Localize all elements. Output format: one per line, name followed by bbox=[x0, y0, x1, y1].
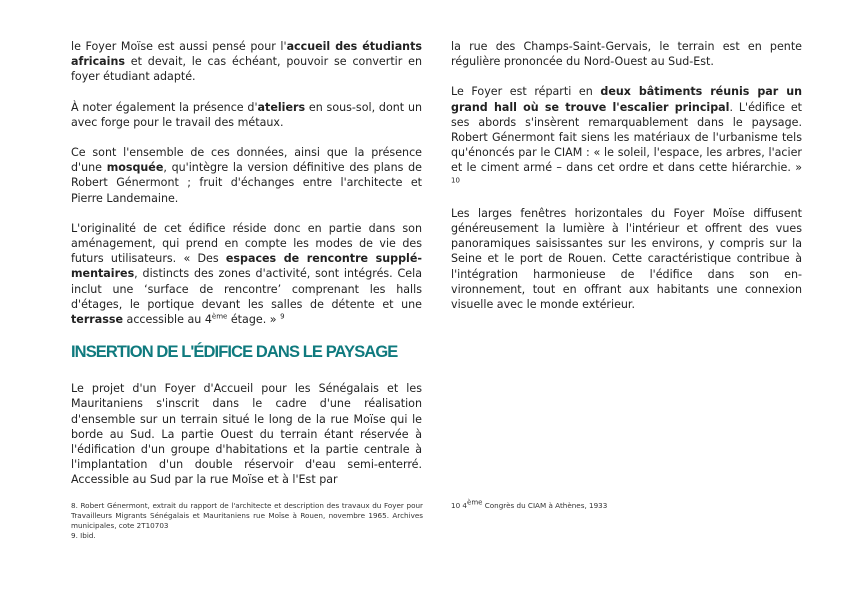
emphasis: accueil des étudiants africains bbox=[71, 40, 422, 69]
paragraph-student-housing bbox=[71, 39, 422, 85]
text: , qu'intègre la version définitive des plans de Robert Génermont ; fruit d'échanges entre l'architecte et Pierre Landemaine. bbox=[71, 161, 422, 205]
text: et devait, le cas échéant, pouvoir se convertir en foyer étudiant adapté. bbox=[71, 55, 422, 84]
emphasis: terrasse bbox=[71, 313, 123, 327]
text: en sous-sol, dont un avec forge pour le travail des métaux. bbox=[71, 100, 423, 129]
footnote-ref-9: 9 bbox=[280, 312, 285, 321]
paragraph-mosque bbox=[71, 145, 422, 206]
text: accessible au 4 bbox=[123, 313, 212, 327]
text: 10 4 bbox=[451, 501, 468, 510]
text: Le Foyer est réparti en bbox=[451, 85, 601, 99]
superscript: ème bbox=[211, 312, 228, 321]
text: le Foyer Moïse est aussi pensé pour l' bbox=[71, 40, 287, 53]
superscript: ème bbox=[467, 498, 483, 507]
footnote-9: 9. Ibid. bbox=[71, 531, 96, 540]
paragraph-project: Le projet d'un Foyer d'Accueil pour les Sénégalais et les Mauritaniens s'inscrit dans le cadre d'une réalisation d'ensemble sur un terrain situé le long de la rue Moïse qui le borde au Sud. La partie Ouest du terrain étant réservée à l'édification d'un groupe d'habitations et la partie centrale à l'implantation d'un double réservoir d'eau semi-enterré. Accessible au Sud par la rue Moïse et à l'Est par bbox=[71, 382, 422, 487]
footnote-8: 8. Robert Génermont, extrait du rapport de l'architecte et description des travaux du Foyer pour Travailleurs Migrants Sénégalais et Mauritaniens rue Moïse à Rouen, novembre 1965. Archives municipales, cote 2T10703 bbox=[71, 501, 423, 530]
left-column bbox=[71, 39, 422, 503]
text: À noter également la présence d' bbox=[71, 100, 258, 114]
footnote-10 bbox=[451, 498, 802, 511]
text: L'originalité de cet édifice réside donc en partie dans son aménagement, qui prend en compte les modes de vie des futurs utilisateurs. « Des bbox=[71, 221, 422, 266]
paragraph-buildings bbox=[451, 84, 802, 190]
text: , distincts des zones d'activité, sont intégrés. Cela inclut une ‘surface de rencontre’ comprenant les halls d'étages, le portique devant les salles de détente et une bbox=[71, 267, 422, 311]
text: Congrès du CIAM à Athènes, 1933 bbox=[482, 501, 608, 510]
emphasis: mosquée bbox=[106, 161, 164, 175]
emphasis: espaces de rencontre supplémentaires bbox=[71, 252, 422, 281]
paragraph-terrain: la rue des Champs-Saint-Gervais, le terrain est en pente régulière prononcée du Nord-Ouest au Sud-Est. bbox=[451, 40, 802, 69]
footnotes-right bbox=[451, 498, 802, 511]
text: étage. » bbox=[227, 313, 281, 327]
footnote-ref-10: 10 bbox=[451, 175, 460, 184]
right-column bbox=[451, 39, 802, 327]
emphasis: deux bâtiments réunis par un grand hall où se trouve l'escalier principal bbox=[451, 85, 802, 114]
paragraph-windows: Les larges fenêtres horizontales du Foyer Moïse diffusent généreusement la lumière à l'intérieur et offrent des vues panoramiques saisissantes sur les environs, y compris sur la Seine et le port de Rouen. Cette caractéristique contribue à l'intégration harmonieuse de l'édifice dans son environnement, tout en offrant aux habitants une connexion visuelle avec le monde extérieur. bbox=[451, 206, 802, 312]
paragraph-workshops bbox=[71, 100, 422, 130]
footnotes-left bbox=[71, 501, 423, 541]
text: Ce sont l'ensemble de ces données, ainsi que la présence d'une bbox=[71, 146, 422, 175]
section-heading: INSERTION DE L'ÉDIFICE DANS LE PAYSAGE bbox=[71, 343, 398, 362]
text: . L'édifice et ses abords s'insèrent remarquablement dans le paysage. Robert Génermont fait siens les matériaux de l'urbanisme tels qu'énoncés par le CIAM : « le soleil, l'espace, les arbres, l'acier et le ciment armé – dans cet ordre et dans cette hiérarchie. » bbox=[451, 100, 802, 175]
emphasis: ateliers bbox=[257, 100, 306, 114]
paragraph-originality bbox=[71, 221, 422, 327]
